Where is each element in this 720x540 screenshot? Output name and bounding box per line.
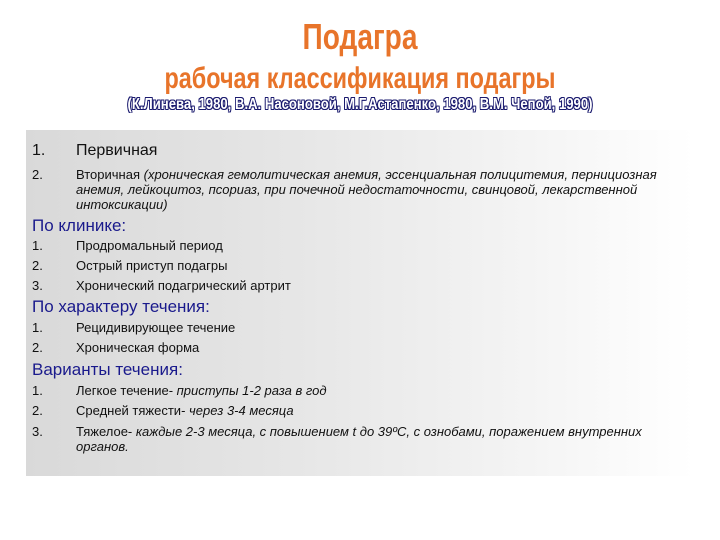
page-title: Подагра [302,16,418,57]
item-text: Хроническая форма [76,340,200,355]
item-number: 1. [32,142,46,159]
classification-panel [26,130,694,476]
item-number: 3. [32,424,43,439]
item-text [76,424,666,454]
item-lead: Легкое течение- [76,383,177,398]
item-detail: через 3-4 месяца [189,403,294,418]
item-text: Продромальный период [76,238,223,253]
item-text [76,403,666,418]
item-text: Острый приступ подагры [76,258,228,273]
authors-text: (К.Линева, 1980, В.А. Насоновой, М.Г.Астапенко, 1980, В.М. Чепой, 1990) [127,96,593,113]
item-text [76,167,666,212]
item-number: 1. [32,383,43,398]
item-lead: Вторичная [76,167,144,182]
item-text: Рецидивирующее течение [76,320,236,335]
section-heading-clinic: По клинике: [32,216,127,235]
item-number: 2. [32,340,43,355]
authors-citation [65,95,655,115]
item-number: 1. [32,238,43,253]
item-text [76,383,666,398]
item-number: 2. [32,258,43,273]
item-detail: приступы 1-2 раза в год [176,383,327,398]
item-detail: каждые 2-3 месяца, с повышением t до 39ºС, с ознобами, поражением внутренних органов. [76,424,642,454]
item-lead: Тяжелое- [76,424,136,439]
section-heading-course: По характеру течения: [32,297,210,316]
section-heading-variants: Варианты течения: [32,360,183,379]
item-number: 2. [32,167,43,182]
item-number: 3. [32,278,43,293]
item-text: Хронический подагрический артрит [76,278,291,293]
item-number: 1. [32,320,43,335]
page-subtitle: рабочая классификация подагры [164,62,556,95]
item-detail: (хроническая гемолитическая анемия, эссенциальная полицитемия, пернициозная анемия, лейкоцитоз, псориаз, при почечной недостаточности, свинцовой, лекарственной интоксикации) [76,167,657,212]
item-lead: Средней тяжести- [76,403,190,418]
item-number: 2. [32,403,43,418]
item-text: Первичная [76,142,158,159]
